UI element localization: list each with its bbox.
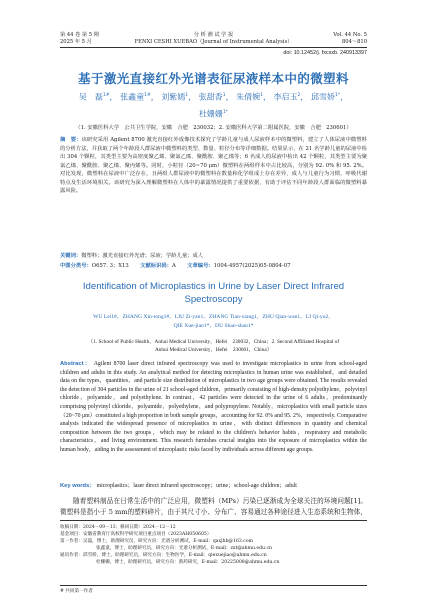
author-name: 张鑫童 xyxy=(120,92,145,102)
doi[interactable]: doi: 10.12452/j. fxcsxb. 240913397 xyxy=(283,50,367,56)
title-cn: 基于激光直接红外光谱表征尿液样本中的微塑料 xyxy=(78,71,349,86)
author-mark: 1* xyxy=(222,109,229,115)
keywords-text-cn: 微塑料；激光直接红外光谱；尿液；学龄儿童；成人 xyxy=(81,253,204,259)
keywords-label-cn: 关键词： xyxy=(60,253,82,259)
abstract-label-en: Abstract： xyxy=(60,361,92,367)
footnote-equal-contribution: # 共同第一作者 xyxy=(60,589,93,594)
clc-label: 中图分类号： xyxy=(60,263,92,269)
header-rule xyxy=(60,47,367,48)
volume-issue: 第 44 卷 第 5 期 xyxy=(60,32,99,38)
footnote-bio1: 第一作者：吴磊，博士，助理研究员，研究方向：光谱分析测试，E-mail：qaxjhb@163.com xyxy=(60,539,253,544)
keywords-en xyxy=(60,480,367,489)
author-mark: 1# xyxy=(102,93,110,98)
article-no-value: 1004-4957(2025)05-0804-07 xyxy=(213,263,291,269)
author-name: 吴 磊 xyxy=(78,92,103,102)
footnote-corr2: 杜姗姗，博士，助理研究员，研究方向：新药研究，E-mail：20225008@ahmu.edu.cn xyxy=(96,560,280,565)
issue-date: 2025 年 5 月 xyxy=(60,39,92,45)
author-mark: 1* xyxy=(334,93,341,98)
affiliation-en xyxy=(60,338,367,354)
author-name: 刘紫嫣 xyxy=(161,92,186,102)
journal-name-cn: 分 析 测 试 学 报 xyxy=(193,32,234,38)
footnote-fund: 基金项目：安徽省教育厅高校科学研究项目重点项目（2023AH050605） xyxy=(60,532,212,537)
authors-en xyxy=(60,313,367,330)
classification-row xyxy=(60,261,367,269)
authors-cn: 吴 磊$^{1\#}$， 张鑫童$^{1\#}$， 刘紫嫣$^1$， 张甜香$^1$， 朱倩婉$^1$， 李启玉$^2$， 邱雪娇$^{1*}$， 杜姗姗$^{1*}$ xyxy=(78,92,349,119)
author-mark: 1 xyxy=(185,93,189,98)
authors-en-line2: QIE Xue-jiao1*，DU Shan-shan1* xyxy=(173,322,254,329)
footnote-bio2: 张鑫童，博士，助理研究员，研究方向：光谱分析测试，E-mail：zxt@ahmu.edu.cn xyxy=(96,546,272,551)
affiliation-en-line1: （1. School of Public Health，Anhui Medical University，Hefei 230032，China；2. Second Affiliated Hospital of xyxy=(87,339,340,345)
abstract-en xyxy=(60,360,367,455)
author-name: 杜姗姗 xyxy=(198,109,223,119)
page-range: 804～810 xyxy=(342,39,367,45)
author-mark: 1 xyxy=(222,93,226,98)
footnote-corr1: 通讯作者：邱雪娇，博士，助理研究员，研究方向：生物医学，E-mail：qiexuejiao@ahmu.edu.cn xyxy=(60,553,267,558)
author-name: 李启玉 xyxy=(273,92,298,102)
abstract-text-cn: 该研究采用 Agilent 8700 激光直接红外成像技术探究了学龄儿童与成人尿液样本中的微塑料，建立了人体尿液中微塑料的分析方法，并获取了两个年龄段人群尿液中微塑料的类型、数量、粒径分布等详细数据。结果显示，在 21 名学龄儿童的尿液中检出 304 个颗粒，其类型主要为高密度聚乙烯、聚氯乙烯、聚酰胺、聚乙烯等；6 名成人的尿液中检出 42 个颗粒，其类型主要为聚氯乙烯、聚酰胺、聚乙烯、聚丙烯等。同时，小粒径（20~70 μm）微塑料在两组样本中占比较高，分别为 92. 0% 和 95. 2%。对比发现，微塑料在尿液中广泛存在，且两组人群尿液中的微塑料在数量和化学组成上存在差异，成人与儿童行为习惯、呼吸代谢特点及生活环境相关。该研究为深入理解微塑料在人体中的暴露情况提供了重要依据，有助于评估不同年龄段人群面临的微塑料暴露风险。 xyxy=(60,137,367,194)
author-mark: 1 xyxy=(260,93,263,98)
volume-issue-en: Vol. 44 No. 5 xyxy=(333,32,367,38)
footnote-received: 收稿日期：2024－09－13；修回日期：2024－12－12 xyxy=(60,525,176,530)
keywords-text-en: microplastics；laser direct infrared spectroscopy；urine；school-age children；adult xyxy=(96,483,297,489)
journal-name-en: FENXI CESHI XUEBAO（Journal of Instrumental Analysis） xyxy=(134,39,293,45)
author-name: 邱雪娇 xyxy=(310,92,335,102)
affiliation-cn: （1. 安徽医科大学 公共卫生学院，安徽 合肥 230032；2. 安徽医科大学第二附属医院，安徽 合肥 230601） xyxy=(75,125,352,131)
doc-code-value: A xyxy=(171,263,176,269)
author-mark: 2 xyxy=(297,93,301,98)
author-name: 朱倩婉 xyxy=(236,92,261,102)
abstract-label-cn: 摘 要： xyxy=(60,137,82,143)
article-no-label: 文章编号： xyxy=(187,263,214,269)
doc-code-label: 文献标识码： xyxy=(140,263,172,269)
title-en: Identification of Microplastics in Urine by Laser Direct Infrared Spectroscopy xyxy=(82,281,345,305)
clc-value: O657. 3；X13 xyxy=(91,263,129,269)
author-name: 张甜香 xyxy=(198,92,223,102)
keywords-label-en: Key words： xyxy=(60,483,96,489)
affiliation-en-line2: Anhui Medical University，Hefei 230601，China） xyxy=(154,347,273,353)
footnote-rule-bottom xyxy=(60,585,367,586)
keywords-cn xyxy=(60,251,367,259)
author-mark: 1# xyxy=(144,93,151,98)
abstract-cn xyxy=(60,136,367,196)
body-paragraph: 随着塑料制品在日常生活中的广泛应用，微塑料（MPs）污染已逐渐成为全球关注的环境问题[1]。微塑料是指小于 5 mm的塑料碎片，由于其尺寸小、分布广、容易通过各种途径进入生态系统和生物体， xyxy=(60,497,367,516)
abstract-text-en: Agilent 8700 laser direct infrared spectroscopy was used to investigate microplastics in urine from school-aged children and adults in this study. An analytical method for detecting microplastics in human urine was established，and detailed data on the types，quantities，and particle size distribution of microplastics in two age groups were obtained. The results revealed the detection of 304 particles in the urine of 21 school-aged children，primarily consisting of high-density polyethylene，polyvinyl chloride，polyamide，and polyethylene. In contrast，42 particles were detected in the urine of 6 adults，predominantly comprising polyvinyl chloride，polyamide，polyethylene，and polypropylene. Notably，microplastics with small particle sizes（20~70 μm）constituted a high proportion in both sample groups，accounting for 92. 0% and 95. 2%，respectively. Comparative analysis indicated the widespread presence of microplastics in urine，with distinct differences in quantity and chemical composition between the two groups，which may be related to the children's behavior habits，respiratory and metabolic characteristics，and living environment. This research furnishes crucial insights into the exposure of microplastics within the human body，aiding in the assessment of microplastic risks faced by individuals across different age groups. xyxy=(60,361,368,453)
authors-en-line1: WU Lei1#，ZHANG Xin-tong1#，LIU Zi-yan1，ZHANG Tian-xiang1，ZHU Qian-wan1，LI Qi-yu2， xyxy=(93,314,334,320)
footnotes xyxy=(60,524,367,566)
footnote-rule xyxy=(60,520,367,521)
